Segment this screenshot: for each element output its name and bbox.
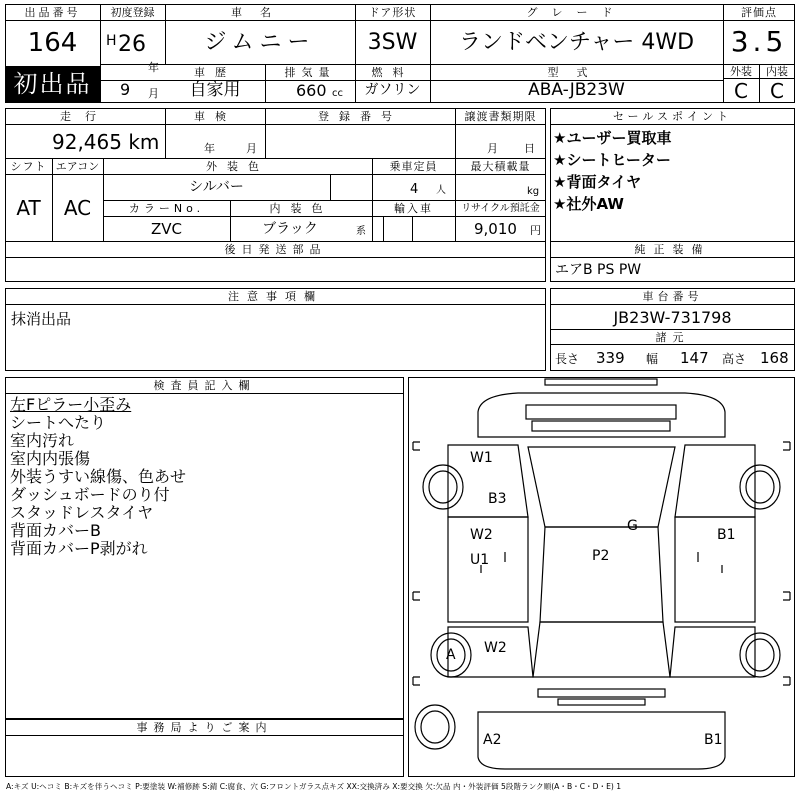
damage-mark-w2: W2 xyxy=(470,527,493,543)
lot-number: 164 xyxy=(27,28,78,58)
load-label: 最大積載量 xyxy=(470,160,531,173)
notes: 抹消出品 xyxy=(11,310,72,328)
dims-label: 諸元 xyxy=(655,331,690,344)
import-label: 輸入車 xyxy=(394,202,433,215)
recycle-unit: 円 xyxy=(530,224,541,237)
first-reg-month: 9 xyxy=(120,80,131,99)
int-color: ブラック xyxy=(262,221,318,237)
capacity-label: 乗車定員 xyxy=(389,160,438,173)
ac-label: エアコン xyxy=(55,160,100,173)
int-color-label: 内装色 xyxy=(269,202,333,215)
width: 147 xyxy=(680,349,709,367)
ext-color-label: 外装色 xyxy=(206,160,269,173)
history: 自家用 xyxy=(189,80,241,100)
equipment: エアB PS PW xyxy=(555,262,642,278)
history-label: 車歴 xyxy=(194,66,236,79)
displacement: 660 xyxy=(296,81,327,100)
length-label: 長さ xyxy=(555,352,580,366)
mileage-label: 走行 xyxy=(60,110,110,123)
capacity: 4 xyxy=(410,182,419,197)
length: 339 xyxy=(596,349,625,367)
inspection-label: 車検 xyxy=(194,110,236,123)
first-listing-text: 初出品 xyxy=(13,70,92,98)
inspector-line: 外装うすい線傷、色あせ xyxy=(10,467,187,486)
legend: A:キズ U:ヘコミ B:キズを伴うヘコミ P:要塗装 W:補修跡 S:錆 C:腐食、穴 G:フロントガラス点キズ XX:交換済み X:要交換 欠:欠品 内・外装評価 5段階ランク順(A・B・C・D・E) 1 xyxy=(6,782,622,791)
damage-mark-u1: U1 xyxy=(470,552,490,568)
damage-mark-a2: A2 xyxy=(483,732,502,748)
first-reg-label: 初度登録 xyxy=(110,6,155,19)
inspector-line: スタッドレスタイヤ xyxy=(10,503,154,522)
car-name-label: 車名 xyxy=(231,6,289,19)
later-parts-label: 後日発送部品 xyxy=(224,243,327,256)
inspector-line: ダッシュボードのり付 xyxy=(10,485,170,504)
ext-grade-label: 外装 xyxy=(730,65,752,78)
capacity-unit: 人 xyxy=(436,185,446,196)
damage-mark-b1-rear: B1 xyxy=(704,732,723,748)
inspector-label: 検査員記入欄 xyxy=(153,379,256,392)
fuel-label: 燃料 xyxy=(371,66,414,79)
transfer-day-unit: 日 xyxy=(524,142,535,155)
inspection-year-unit: 年 xyxy=(204,142,215,155)
inspector-line: シートへたり xyxy=(10,413,107,432)
fuel: ガソリン xyxy=(364,82,421,98)
month-unit: 月 xyxy=(148,87,159,100)
damage-mark-p2: P2 xyxy=(592,548,610,564)
inspector-line: 左Fピラー小歪み xyxy=(10,395,132,414)
recycle-label: リサイクル預託金 xyxy=(461,203,540,214)
damage-mark-g: G xyxy=(627,518,638,534)
reg-no-label: 登録番号 xyxy=(318,110,402,123)
shift: AT xyxy=(16,196,41,220)
damage-mark-w2-rear: W2 xyxy=(484,640,507,656)
chassis-label: 車台番号 xyxy=(642,290,703,303)
inspector-line: 室内内張傷 xyxy=(10,449,91,468)
load-unit: kg xyxy=(527,186,540,197)
door-label: ドア形状 xyxy=(368,6,417,19)
ext-grade: C xyxy=(734,79,748,103)
equipment-label: 純正装備 xyxy=(634,243,711,256)
score-label: 評価点 xyxy=(741,6,777,19)
int-grade: C xyxy=(770,79,784,103)
damage-mark-b1: B1 xyxy=(717,527,736,543)
chassis-number: JB23W-731798 xyxy=(613,308,732,327)
inspection-month-unit: 月 xyxy=(246,142,257,155)
width-label: 幅 xyxy=(646,352,659,366)
lot-number-label: 出品番号 xyxy=(24,6,81,19)
mileage: 92,465 km xyxy=(52,130,160,154)
inspector-line: 室内汚れ xyxy=(10,431,75,450)
recycle-fee: 9,010 xyxy=(474,220,517,238)
int-color-unit: 系 xyxy=(356,226,366,237)
sales-point: ★背面タイヤ xyxy=(553,173,642,191)
damage-mark-b3: B3 xyxy=(488,491,507,507)
inspector-line: 背面カバーP剥がれ xyxy=(10,539,148,558)
transfer-label: 譲渡書類期限 xyxy=(464,110,537,123)
displacement-label: 排気量 xyxy=(284,66,336,79)
notes-label: 注意事項欄 xyxy=(228,290,323,303)
office-label: 事務局よりご案内 xyxy=(136,721,273,734)
damage-mark-w1: W1 xyxy=(470,450,493,466)
year-unit: 年 xyxy=(148,61,159,74)
displacement-unit: cc xyxy=(332,88,343,99)
first-reg-year: 26 xyxy=(118,32,146,57)
sales-point: ★社外AW xyxy=(553,195,624,213)
height-label: 高さ xyxy=(722,352,747,366)
grade: ランドベンチャー 4WD xyxy=(458,30,695,55)
era-mark: H xyxy=(106,33,117,49)
ac: AC xyxy=(63,196,92,220)
height: 168 xyxy=(760,349,789,367)
damage-mark-a: A xyxy=(446,647,456,663)
sales-points-label: セールスポイント xyxy=(612,110,732,123)
grade-label: グレード xyxy=(526,6,627,19)
car-diagram xyxy=(408,377,795,777)
ext-color: シルバー xyxy=(189,179,244,195)
sales-point: ★シートヒーター xyxy=(553,151,671,169)
color-no: ZVC xyxy=(150,220,182,238)
color-no-label: カラーNo. xyxy=(128,202,205,215)
sales-point: ★ユーザー買取車 xyxy=(553,129,672,147)
shift-label: シフト xyxy=(10,160,47,173)
transfer-month-unit: 月 xyxy=(487,142,498,155)
model-code: ABA-JB23W xyxy=(528,80,625,100)
car-name: ジムニー xyxy=(204,30,316,55)
model-label: 型式 xyxy=(547,66,606,79)
score: 3.5 xyxy=(730,25,788,58)
inspector-line: 背面カバーB xyxy=(10,521,101,540)
int-grade-label: 内装 xyxy=(766,65,788,78)
door-type: 3SW xyxy=(367,30,418,55)
